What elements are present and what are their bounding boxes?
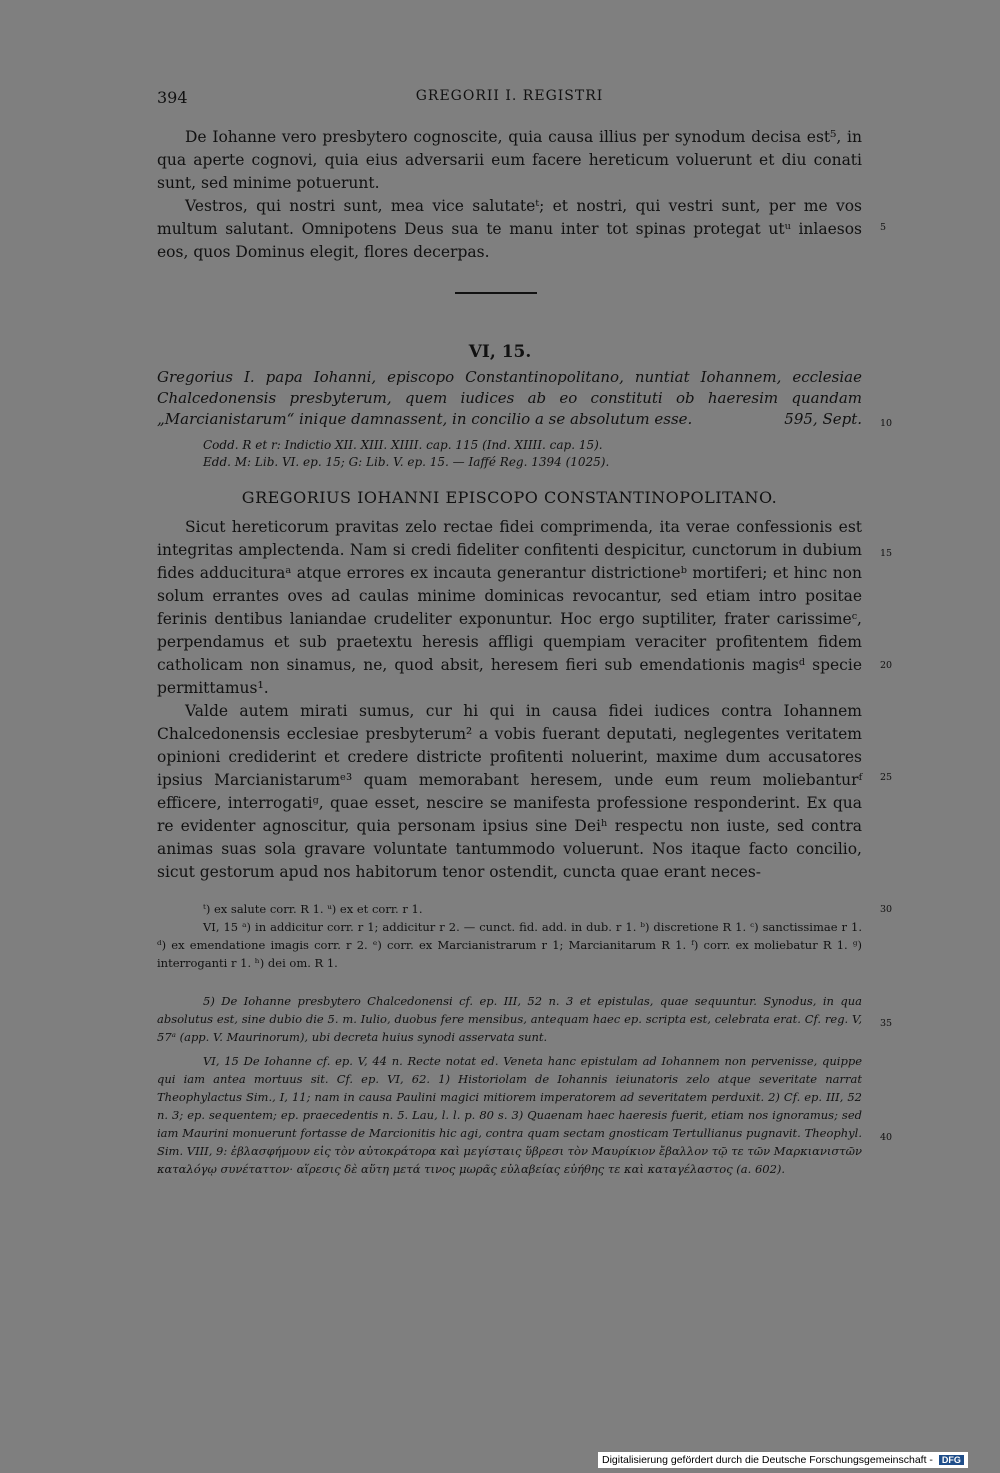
digitization-footer [598, 1452, 968, 1468]
line-number: 15 [880, 548, 893, 559]
commentary-notes [157, 992, 862, 1178]
line-number: 35 [880, 1018, 893, 1029]
line-number: 30 [880, 904, 893, 915]
intro-paragraph-1: De Iohanne vero presbytero cognoscite, quia causa illius per synodum decisa est⁵, in qua aperte cognovi, quia eius adversarii eum facere hereticum voluerunt et diu conati sunt, sed minime potuerunt. [157, 128, 862, 192]
variant-apparatus [157, 900, 862, 972]
section-divider [455, 292, 537, 294]
editions-line: Edd. M: Lib. VI. ep. 15; G: Lib. V. ep. 15. — Iaffé Reg. 1394 (1025). [203, 455, 610, 469]
line-number: 10 [880, 418, 893, 429]
line-number: 40 [880, 1132, 893, 1143]
running-header [157, 88, 862, 112]
letter-paragraph-1: Sicut hereticorum pravitas zelo rectae fidei comprimenda, ita verae confessionis est integritas amplectenda. Nam si credi fideliter confitenti despicitur, cunctorum in dubium fides adducituraᵃ atque errores ex incauta generantur districtioneᵇ mortiferi; et hinc non solum errantes oves ad caulas minime dominicas revocantur, sed etiam intro positae ferinis dentibus laniandae crudeliter exponuntur. Hoc ergo suptiliter, frater carissimeᶜ, perpendamus et sub praetextu heresis affligi quempiam veraciter profitentem fidem catholicam non sinamus, ne, quod absit, heresem fieri sub emendationis magisᵈ specie permittamus¹. [157, 518, 862, 697]
line-number: 20 [880, 660, 893, 671]
codices-line: Codd. R et r: Indictio XII. XIII. XIIII. cap. 115 (Ind. XIIII. cap. 15). [203, 438, 603, 452]
letter-heading: GREGORIUS IOHANNI EPISCOPO CONSTANTINOPOLITANO. [241, 488, 778, 507]
intro-paragraph-2: Vestros, qui nostri sunt, mea vice salutateᵗ; et nostri, qui vestri sunt, per me vos multum salutant. Omnipotens Deus sua te manu inter tot spinas protegat utᵘ inlaesos eos, quos Dominus elegit, flores decerpas. [157, 197, 862, 261]
note-vi15: VI, 15 De Iohanne cf. ep. V, 44 n. Recte notat ed. Veneta hanc epistulam ad Iohannem non pervenisse, quippe qui iam antea mortuus sit. Cf. ep. VI, 62. 1) Historiolam de Iohannis ieiunatoris zelo atque severitate narrat Theophylactus Sim., I, 11; nam in causa Paulini magici mitiorem imperatorem ad severitatem perduxit. 2) Cf. ep. III, 52 n. 3; ep. sequentem; ep. praecedentis n. 5. Lau, l. l. p. 80 s. 3) Quaenam haec haeresis fuerit, etiam nos ignoramus; sed iam Maurini monuerunt fortasse de Marcionitis hic agi, contra quam sectam gnosticam Tertullianus pugnavit. Theophyl. Sim. VIII, 9: ἐβλασφήμουν εἰς τὸν αὐτοκράτορα καὶ μεγίσταις ὕβρεσι τὸν Μαυρίκιον ἔβαλλον τῷ τε τῶν Μαρκιανιστῶν καταλόγῳ συνέταττον· αἵρεσις δὲ αὕτη μετά τινος μωρᾶς εὐλαβείας εὐήθης τε καὶ καταγέλαστος (a. 602). [157, 1054, 862, 1176]
running-title: GREGORII I. REGISTRI [415, 88, 604, 104]
intro-text [157, 126, 862, 264]
letter-summary [157, 367, 862, 430]
dfg-logo-icon: DFG [939, 1455, 964, 1465]
page-number: 394 [157, 88, 188, 107]
footer-text: Digitalisierung gefördert durch die Deutsche Forschungsgemeinschaft - [602, 1454, 933, 1466]
manuscripts-editions [203, 437, 843, 471]
summary-date: 595, Sept. [784, 410, 862, 428]
letter-text [157, 516, 862, 884]
summary-text: Gregorius I. papa Iohanni, episcopo Constantinopolitano, nuntiat Iohannem, ecclesiae Chalcedonensis presbyterum, quem iudices ab eo constituti ob haeresim quandam „Marcianistarum“ inique damnassent, in concilio a se absolutum esse. [157, 368, 862, 428]
document-number: VI, 15. [468, 342, 532, 362]
note-5: 5) De Iohanne presbytero Chalcedonensi cf. ep. III, 52 n. 3 et epistulas, quae sequuntur. Synodus, in qua absolutus est, sine dubio die 5. m. Iulio, duobus fere mensibus, antequam haec ep. scripta est, celebrata erat. Cf. reg. V, 57ᵃ (app. V. Maurinorum), ubi decreta huius synodi asservata sunt. [157, 994, 862, 1044]
letter-paragraph-2: Valde autem mirati sumus, cur hi qui in causa fidei iudices contra Iohannem Chalcedonensis ecclesiae presbyterum² a vobis fuerant deputati, neglegentes veritatem opinioni crediderint et credere districte profitenti noluerint, maxime dum accusatores ipsius Marcianistarumᵉ³ quam memorabant heresem, unde eum reum moliebanturᶠ efficere, interrogatiᵍ, quae esset, nescire se manifesta professione responderint. Ex qua re evidenter agnoscitur, quia personam ipsius sine Deiʰ respectu non iuste, sed contra animas suas sola gravare voluntate tantummodo voluerunt. Nos itaque facto concilio, sicut gestorum apud nos habitorum tenor ostendit, cuncta quae erant neces- [157, 702, 862, 881]
variants-letter: VI, 15 ᵃ) in addicitur corr. r 1; addicitur r 2. — cunct. fid. add. in dub. r 1. ᵇ) discretione R 1. ᶜ) sanctissimae r 1. ᵈ) ex emendatione imagis corr. r 2. ᵉ) corr. ex Marcianistrarum r 1; Marcianitarum R 1. ᶠ) corr. ex moliebatur R 1. ᵍ) interroganti r 1. ʰ) dei om. R 1. [157, 920, 862, 970]
variants-intro: ᵗ) ex salute corr. R 1. ᵘ) ex et corr. r 1. [203, 902, 423, 916]
line-number: 5 [880, 222, 887, 233]
line-number: 25 [880, 772, 893, 783]
